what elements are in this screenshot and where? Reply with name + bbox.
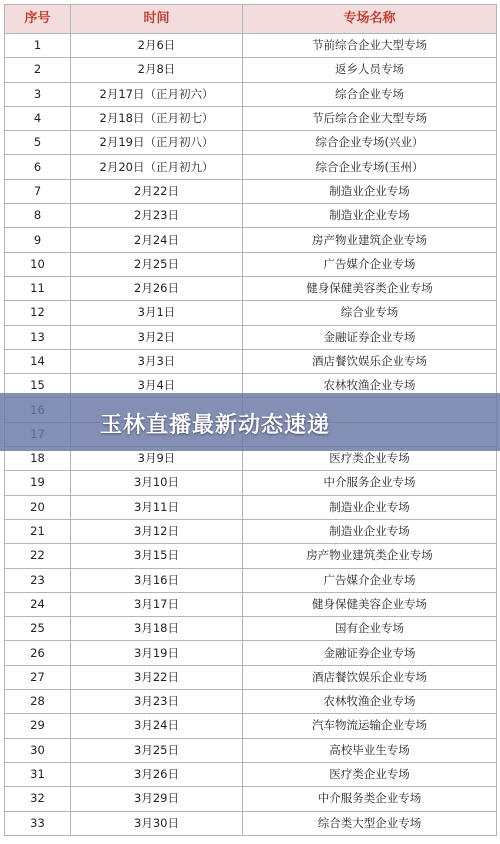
row-date: 3月2日 <box>71 325 243 349</box>
row-date: 3月17日 <box>71 592 243 616</box>
row-index: 19 <box>5 471 71 495</box>
row-session-name: 酒店餐饮娱乐企业专场 <box>243 349 497 373</box>
row-session-name: 节后综合企业大型专场 <box>243 106 497 130</box>
row-date: 3月3日 <box>71 349 243 373</box>
table-row <box>5 544 497 568</box>
row-date: 3月25日 <box>71 738 243 762</box>
table-row <box>5 787 497 811</box>
row-date: 3月26日 <box>71 762 243 786</box>
table-row <box>5 82 497 106</box>
table-row <box>5 811 497 835</box>
row-date: 2月23日 <box>71 204 243 228</box>
row-index: 28 <box>5 690 71 714</box>
row-index: 24 <box>5 592 71 616</box>
row-index: 13 <box>5 325 71 349</box>
row-index: 32 <box>5 787 71 811</box>
row-session-name: 制造业企业专场 <box>243 495 497 519</box>
row-session-name: 中介服务企业专场 <box>243 471 497 495</box>
row-date: 3月10日 <box>71 471 243 495</box>
row-session-name: 综合企业专场 <box>243 82 497 106</box>
table-row <box>5 349 497 373</box>
row-date: 2月17日（正月初六） <box>71 82 243 106</box>
row-session-name: 中介服务类企业专场 <box>243 787 497 811</box>
table-row <box>5 665 497 689</box>
row-date: 3月9日 <box>71 447 243 471</box>
row-session-name: 酒店餐饮娱乐企业专场 <box>243 665 497 689</box>
row-session-name: 制造业企业专场 <box>243 179 497 203</box>
table-row <box>5 714 497 738</box>
row-session-name: 综合业专场 <box>243 301 497 325</box>
row-session-name: 农林牧渔企业专场 <box>243 690 497 714</box>
table-row <box>5 471 497 495</box>
table-row <box>5 301 497 325</box>
row-date: 3月1日 <box>71 301 243 325</box>
row-session-name: 健身保健美容企业专场 <box>243 592 497 616</box>
table-row <box>5 276 497 300</box>
table-row <box>5 34 497 58</box>
table-row <box>5 228 497 252</box>
row-date: 3月29日 <box>71 787 243 811</box>
row-index: 18 <box>5 447 71 471</box>
row-session-name: 广告媒介企业专场 <box>243 252 497 276</box>
banner-title: 玉林直播最新动态速递 <box>100 413 331 438</box>
row-index: 27 <box>5 665 71 689</box>
row-index: 31 <box>5 762 71 786</box>
table-row <box>5 106 497 130</box>
row-index: 4 <box>5 106 71 130</box>
row-index: 7 <box>5 179 71 203</box>
row-index: 5 <box>5 131 71 155</box>
header-session-name: 专场名称 <box>243 5 497 34</box>
row-session-name: 国有企业专场 <box>243 617 497 641</box>
row-date: 3月23日 <box>71 690 243 714</box>
row-index: 10 <box>5 252 71 276</box>
row-date: 2月22日 <box>71 179 243 203</box>
row-index: 11 <box>5 276 71 300</box>
row-session-name: 综合企业专场(玉州） <box>243 155 497 179</box>
table-row <box>5 325 497 349</box>
table-row <box>5 762 497 786</box>
table-row <box>5 738 497 762</box>
row-date: 3月30日 <box>71 811 243 835</box>
row-index: 22 <box>5 544 71 568</box>
row-session-name: 健身保健美容类企业专场 <box>243 276 497 300</box>
row-date: 3月4日 <box>71 374 243 398</box>
row-date: 3月12日 <box>71 519 243 543</box>
row-date: 2月20日（正月初九） <box>71 155 243 179</box>
table-row <box>5 690 497 714</box>
row-index: 1 <box>5 34 71 58</box>
row-index: 8 <box>5 204 71 228</box>
row-session-name: 汽车物流运输企业专场 <box>243 714 497 738</box>
table-row <box>5 58 497 82</box>
row-index: 30 <box>5 738 71 762</box>
row-index: 6 <box>5 155 71 179</box>
row-session-name: 房产物业建筑类企业专场 <box>243 544 497 568</box>
row-index: 2 <box>5 58 71 82</box>
row-index: 20 <box>5 495 71 519</box>
table-row <box>5 641 497 665</box>
row-date: 3月16日 <box>71 568 243 592</box>
row-session-name: 医疗类企业专场 <box>243 762 497 786</box>
row-session-name: 返乡人员专场 <box>243 58 497 82</box>
table-header-row <box>5 5 497 34</box>
row-date: 3月11日 <box>71 495 243 519</box>
row-date: 2月6日 <box>71 34 243 58</box>
row-date: 3月18日 <box>71 617 243 641</box>
row-index: 23 <box>5 568 71 592</box>
row-date: 2月8日 <box>71 58 243 82</box>
row-date: 2月25日 <box>71 252 243 276</box>
row-date: 2月26日 <box>71 276 243 300</box>
row-date: 3月19日 <box>71 641 243 665</box>
table-row <box>5 155 497 179</box>
row-index: 33 <box>5 811 71 835</box>
row-index: 9 <box>5 228 71 252</box>
table-row <box>5 495 497 519</box>
row-index: 3 <box>5 82 71 106</box>
row-date: 3月24日 <box>71 714 243 738</box>
table-row <box>5 592 497 616</box>
row-date: 3月15日 <box>71 544 243 568</box>
table-row <box>5 617 497 641</box>
row-session-name: 广告媒介企业专场 <box>243 568 497 592</box>
table-row <box>5 179 497 203</box>
row-session-name: 高校毕业生专场 <box>243 738 497 762</box>
row-session-name: 房产物业建筑企业专场 <box>243 228 497 252</box>
row-session-name: 综合企业专场(兴业） <box>243 131 497 155</box>
row-session-name: 制造业企业专场 <box>243 519 497 543</box>
row-index: 26 <box>5 641 71 665</box>
row-date: 2月24日 <box>71 228 243 252</box>
row-session-name: 农林牧渔企业专场 <box>243 374 497 398</box>
row-date: 3月22日 <box>71 665 243 689</box>
header-date: 时间 <box>71 5 243 34</box>
table-row <box>5 568 497 592</box>
row-date: 2月18日（正月初七） <box>71 106 243 130</box>
row-session-name: 节前综合企业大型专场 <box>243 34 497 58</box>
row-index: 14 <box>5 349 71 373</box>
row-session-name: 医疗类企业专场 <box>243 447 497 471</box>
table-row <box>5 204 497 228</box>
header-index: 序号 <box>5 5 71 34</box>
row-index: 29 <box>5 714 71 738</box>
table-row <box>5 519 497 543</box>
row-index: 12 <box>5 301 71 325</box>
table-row <box>5 131 497 155</box>
row-session-name: 金融证券企业专场 <box>243 641 497 665</box>
row-date: 2月19日（正月初八） <box>71 131 243 155</box>
row-index: 25 <box>5 617 71 641</box>
table-row <box>5 252 497 276</box>
row-session-name: 制造业企业专场 <box>243 204 497 228</box>
row-index: 15 <box>5 374 71 398</box>
row-index: 21 <box>5 519 71 543</box>
row-session-name: 综合类大型企业专场 <box>243 811 497 835</box>
row-session-name: 金融证券企业专场 <box>243 325 497 349</box>
